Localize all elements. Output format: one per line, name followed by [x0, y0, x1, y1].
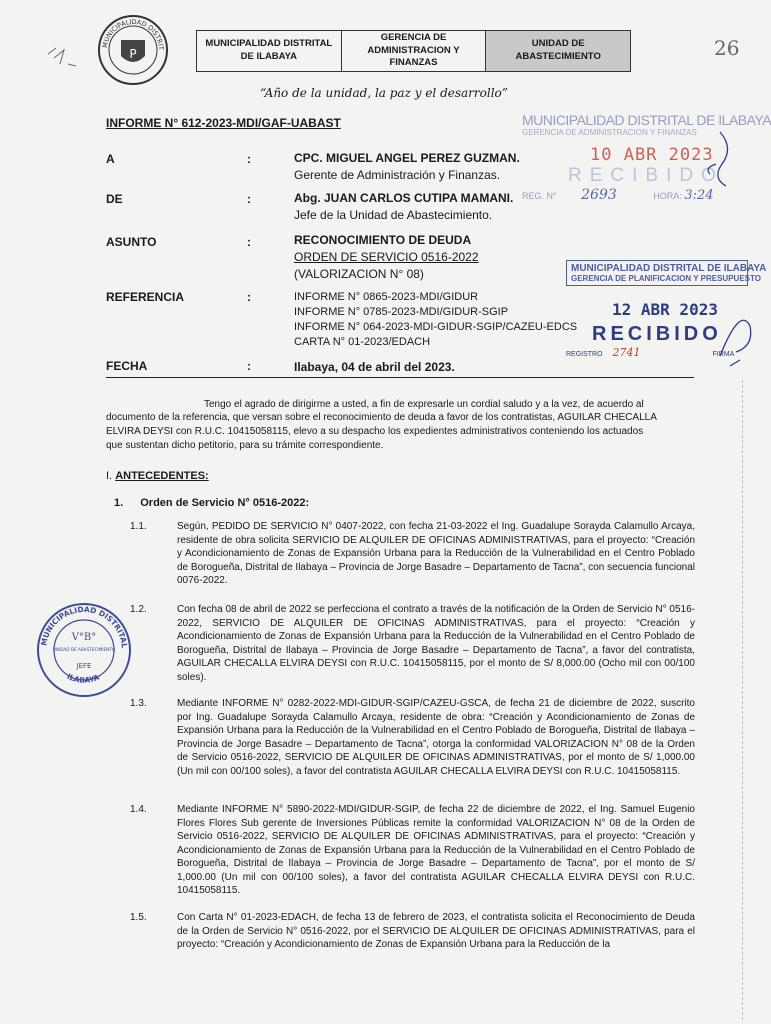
year-slogan: “Año de la unidad, la paz y el desarrollo” — [260, 86, 508, 100]
reference-line-4: CARTA N° 01-2023/EDACH — [294, 336, 431, 348]
paragraph-1-2: Con fecha 08 de abril de 2022 se perfecciona el contrato a través de la notificación de la Orden de Servicio N° 0516-2022, SERVICIO DE ALQUILER DE OFICINAS ADMINISTRATIVAS, para el proyecto: “Creación y Acondicionamiento de Zonas de Expansión Urbana para la Reducción de la Vulnerabilidad en el Centro Poblado de Borogueña, Distrital de Ilabaya – Provincia de Jorge Basadre – Departamento de Tacna”, a favor del contratista, AGUILAR CHECALLA ELVIRA DEYSI con R.U.C. 10415058115, por el monto de S/ 8,000.00 (Ocho mil con 00/100 soles). — [177, 604, 695, 683]
stamp-planning-reg-label: REGISTRO — [566, 351, 603, 358]
from-value — [294, 190, 513, 224]
reference-line-3: INFORME N° 064-2023-MDI-GIDUR-SGIP/CAZEU-EDCS — [294, 321, 578, 333]
reference-colon: : — [247, 290, 251, 304]
stamp-admin-hora-label: HORA: — [653, 191, 682, 201]
to-role: Gerente de Administración y Finanzas. — [294, 168, 501, 182]
paragraph-1-1-number: 1.1. — [130, 521, 147, 532]
paragraph-1-5: Con Carta N° 01-2023-EDACH, de fecha 13 de febrero de 2023, el contratista solicita el Reconocimiento de Deuda de la Orden de Servicio N° 0516-2022, por el SERVICIO DE ALQUILER DE OFICINAS ADMINISTRATIVAS, para el proyecto: “Creación y Acondicionamiento de Zonas de Expansión Urbana para la Reducción de la — [177, 912, 695, 950]
stamp-admin-hora: 3:24 — [684, 188, 714, 203]
page-number: 26 — [714, 36, 740, 60]
antecedentes-heading — [106, 470, 209, 482]
stamp-admin-date: 10 ABR 2023 — [590, 145, 714, 165]
item-1-title: Orden de Servicio N° 0516-2022: — [140, 497, 310, 509]
stamp-planning-recibido: RECIBIDO — [592, 323, 722, 345]
from-colon: : — [247, 192, 251, 206]
intro-line-3: ELVIRA DEYSI con R.U.C. 10415058115, elevo a su despacho los expedientes administrativos conteniendo los actuados — [106, 426, 644, 437]
paragraph-1-1: Según, PEDIDO DE SERVICIO N° 0407-2022, con fecha 21-03-2022 el Ing. Guadalupe Sorayda Calamullo Arcaya, residente de obra solicita SERVICIO DE ALQUILER DE OFICINAS ADMINISTRATIVAS, para el proyecto: “Creación y Acondicionamiento de Zonas de Expansión Urbana para la Reducción de la Vulnerabilidad en el Centro Poblado de Borogueña, Distrital de Ilabaya – Provincia de Jorge Basadre – Departamento de Tacna”, con secuencia funcional 0076-2022. — [177, 521, 695, 586]
item-1-heading — [114, 497, 309, 509]
date-value: Ilabaya, 04 de abril del 2023. — [294, 360, 455, 374]
to-value — [294, 150, 520, 184]
date-label: FECHA — [106, 359, 148, 373]
intro-line-2: documento de la referencia, que versan sobre el reconocimiento de deuda a favor de los contratistas, AGUILAR CHECALLA — [106, 412, 657, 423]
intro-line-4: que sustentan dicho petitorio, para su trámite correspondiente. — [106, 440, 384, 451]
vb-seal-unit: UNIDAD DE ABASTECIMIENTO — [52, 647, 116, 652]
report-title: INFORME N° 612-2023-MDI/GAF-UABAST — [106, 116, 341, 130]
stamp-admin-recibido: RECIBIDO — [568, 165, 724, 186]
to-name: CPC. MIGUEL ANGEL PEREZ GUZMAN. — [294, 151, 520, 165]
to-label: A — [106, 152, 115, 166]
stamp-admin-sub: GERENCIA DE ADMINISTRACION Y FINANZAS — [522, 128, 697, 137]
paragraph-1-4: Mediante INFORME N° 5890-2022-MDI/GIDUR-SGIP, de fecha 22 de diciembre de 2022, el Ing. Samuel Eugenio Flores Flores Sub gerente de Inversiones Públicas remite la conformidad VALORIZACION N° 08 de la Orden de Servicio 0516-2022, SERVICIO DE ALQUILER DE OFICINAS ADMINISTRATIVAS, para el proyecto: “Creación y Acondicionamiento de Zonas de Expansión Urbana para la Reducción de la Vulnerabilidad en el Centro Poblado de Borogueña, Distrital de Ilabaya – Provincia de Jorge Basadre – Departamento de Tacna”, por el monto de S/ 1,000.00 (Un mil con 00/100 soles), a favor del contratista AGUILAR CHECALLA ELVIRA DEYSI con R.U.C. 10415058115. — [177, 804, 695, 896]
header-table — [196, 30, 631, 72]
vb-seal-jefe: JEFE — [76, 662, 92, 670]
subject-colon: : — [247, 235, 251, 249]
stamp-admin-reg-number: 2693 — [581, 187, 617, 203]
vb-approval-seal — [34, 600, 134, 700]
stamp-planning-date: 12 ABR 2023 — [612, 300, 718, 319]
from-label: DE — [106, 192, 123, 206]
header-municipality: MUNICIPALIDAD DISTRITAL DE ILABAYA — [197, 31, 342, 71]
paragraph-1-3: Mediante INFORME N° 0282-2022-MDI-GIDUR-SGIP/CAZEU-GSCA, de fecha 21 de diciembre de 2022, suscrito por Ing. Guadalupe Sorayda Calamullo Arcaya, residente de obra: “Creación y Acondicionamiento de Zonas de Expansión Urbana para la Reducción de la Vulnerabilidad en el Centro Poblado de Borogueña, Distrital de Ilabaya – Provincia de Jorge Basadre – Departamento de Tacna”, otorga la conformidad VALORIZACION N° 08 de la Orden de Servicio 0516-2022, SERVICIO DE ALQUILER DE OFICINAS ADMINISTRATIVAS, por el monto de S/ 1,000.00 (Un mil con 00/100 soles), a favor del contratista AGUILAR CHECALLA ELVIRA DEYSI con R.U.C. 10415058115. — [177, 698, 695, 777]
svg-text:P: P — [129, 47, 137, 61]
antecedentes-number: I. — [106, 470, 113, 482]
svg-text:ILABAYA — [65, 672, 100, 685]
header-gerencia: GERENCIA DE ADMINISTRACION Y FINANZAS — [342, 31, 487, 71]
subject-line-3: (VALORIZACION N° 08) — [294, 267, 424, 281]
subject-line-1: RECONOCIMIENTO DE DEUDA — [294, 233, 472, 247]
reference-label: REFERENCIA — [106, 290, 185, 304]
stamp-planning-title: MUNICIPALIDAD DISTRITAL DE ILABAYA — [571, 263, 767, 274]
margin-scribble — [44, 44, 84, 74]
signature-scribble-2 — [710, 296, 760, 376]
from-name: Abg. JUAN CARLOS CUTIPA MAMANI. — [294, 191, 514, 205]
seal-text: MUNICIPALIDAD DISTRIT — [101, 17, 166, 50]
header-unidad: UNIDAD DE ABASTECIMIENTO — [486, 31, 630, 71]
antecedentes-title: ANTECEDENTES: — [115, 470, 209, 482]
paragraph-1-3-number: 1.3. — [130, 698, 147, 709]
stamp-planning-firma: FIRMA — [712, 351, 735, 358]
signature-scribble-1 — [690, 128, 740, 192]
header-divider — [106, 377, 694, 378]
paragraph-1-5-number: 1.5. — [130, 912, 147, 923]
reference-line-1: INFORME N° 0865-2023-MDI/GIDUR — [294, 291, 479, 303]
to-colon: : — [247, 152, 251, 166]
from-role: Jefe de la Unidad de Abastecimiento. — [294, 208, 493, 222]
item-1-number: 1. — [114, 497, 124, 509]
right-margin-line — [742, 380, 743, 1020]
subject-value — [294, 232, 479, 283]
subject-label: ASUNTO — [106, 235, 157, 249]
stamp-admin-reg-label: REG. N° — [522, 191, 557, 201]
vb-seal-top-text: MUNICIPALIDAD DISTRITAL — [39, 604, 129, 649]
intro-line-1: Tengo el agrado de dirigirme a usted, a fin de expresarle un cordial saludo y a la vez, de acuerdo al — [204, 399, 644, 410]
reference-line-2: INFORME N° 0785-2023-MDI/GIDUR-SGIP — [294, 306, 509, 318]
vb-seal-mark: V°B° — [71, 632, 97, 643]
stamp-planning-reg-number: 2741 — [612, 346, 641, 359]
date-colon: : — [247, 359, 251, 373]
stamp-planning-sub: GERENCIA DE PLANIFICACION Y PRESUPUESTO — [571, 274, 761, 283]
paragraph-1-4-number: 1.4. — [130, 804, 147, 815]
paragraph-1-2-number: 1.2. — [130, 604, 147, 615]
reference-value — [294, 290, 577, 350]
vb-seal-place: ILABAYA — [65, 671, 101, 685]
subject-line-2: ORDEN DE SERVICIO 0516-2022 — [294, 250, 479, 264]
municipal-seal — [97, 14, 169, 86]
stamp-admin-title: MUNICIPALIDAD DISTRITAL DE ILABAYA — [522, 112, 771, 128]
